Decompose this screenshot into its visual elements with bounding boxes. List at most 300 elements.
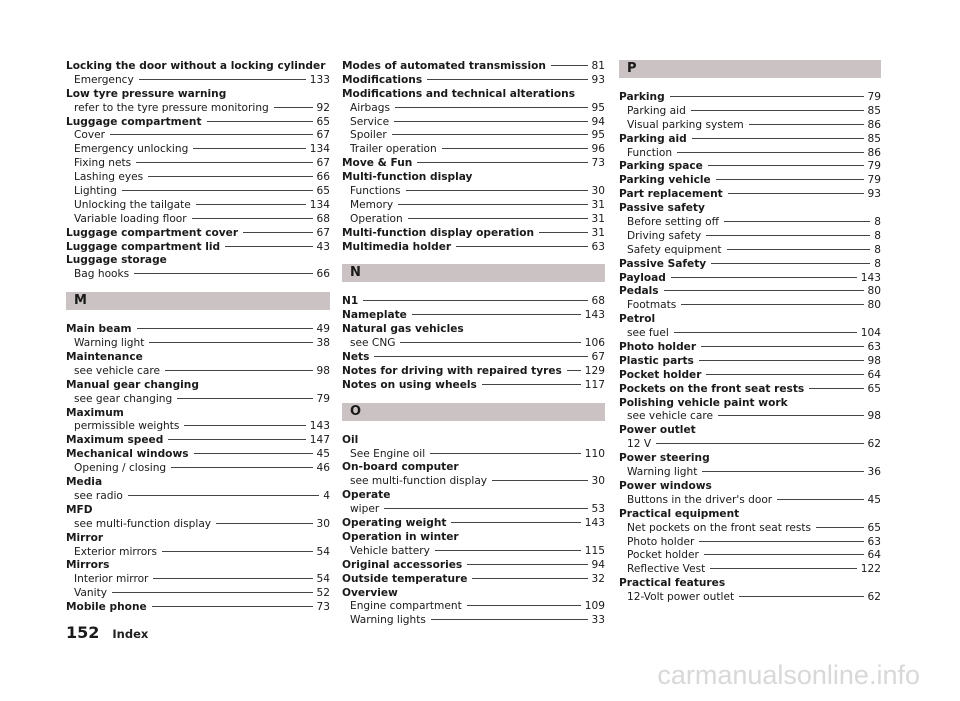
page-reference: 98 xyxy=(867,354,881,367)
entry-title: Parking space xyxy=(619,160,703,173)
subentry-title: Interior mirror xyxy=(74,573,149,586)
page-reference: 104 xyxy=(860,327,881,340)
leader-line xyxy=(671,277,857,278)
leader-line xyxy=(708,165,864,166)
index-entry xyxy=(619,258,881,272)
page-reference: 45 xyxy=(867,493,881,506)
index-entry xyxy=(619,160,881,174)
page-reference: 122 xyxy=(860,563,881,576)
leader-line xyxy=(677,152,863,153)
index-entry xyxy=(342,434,605,448)
leader-line xyxy=(128,495,319,496)
page-reference: 80 xyxy=(867,299,881,312)
index-subentry xyxy=(342,129,605,143)
leader-line xyxy=(539,232,587,233)
index-entry xyxy=(619,508,881,522)
subentry-title: Before setting off xyxy=(627,216,719,229)
leader-line xyxy=(670,96,864,97)
page-reference: 67 xyxy=(591,351,605,364)
entry-title: N1 xyxy=(342,295,359,308)
subentry-title: Operation xyxy=(350,212,403,225)
index-entry xyxy=(619,397,881,411)
entry-title: Modes of automated transmission xyxy=(342,60,546,72)
index-subentry xyxy=(66,393,330,407)
subentry-title: see multi-function display xyxy=(74,517,212,530)
index-entry xyxy=(619,369,881,383)
index-entry xyxy=(342,587,605,601)
page-reference: 63 xyxy=(591,240,605,253)
leader-line xyxy=(122,190,313,191)
page-reference: 65 xyxy=(867,382,881,395)
leader-line xyxy=(406,190,588,191)
entry-title: Pockets on the front seat rests xyxy=(619,382,805,395)
page-reference: 73 xyxy=(316,601,330,614)
leader-line xyxy=(692,138,864,139)
page-reference: 86 xyxy=(867,146,881,159)
subentry-title: Exterior mirrors xyxy=(74,545,158,558)
entry-title: Practical features xyxy=(619,577,726,590)
entry-title: Low tyre pressure warning xyxy=(66,87,227,100)
leader-line xyxy=(148,176,312,177)
page-reference: 134 xyxy=(309,143,330,156)
index-subentry xyxy=(66,420,330,434)
entry-title: Modifications and technical alterations xyxy=(342,87,576,100)
index-subentry xyxy=(342,185,605,199)
entry-title: Pedals xyxy=(619,285,659,298)
index-entry xyxy=(619,341,881,355)
index-subentry xyxy=(66,74,330,88)
entry-title: Notes for driving with repaired tyres xyxy=(342,364,562,377)
page-reference: 54 xyxy=(316,573,330,586)
index-entry xyxy=(66,379,330,393)
subentry-title: 12-Volt power outlet xyxy=(627,591,735,604)
page-reference: 67 xyxy=(316,226,330,239)
page-reference: 95 xyxy=(591,101,605,114)
page-reference: 30 xyxy=(316,517,330,530)
subentry-title: Warning light xyxy=(74,337,145,350)
index-subentry xyxy=(619,438,881,452)
page-reference: 147 xyxy=(309,434,330,447)
leader-line xyxy=(435,550,581,551)
entry-title: Luggage compartment lid xyxy=(66,240,221,253)
page-reference: 31 xyxy=(591,226,605,239)
page-reference: 110 xyxy=(584,447,605,460)
index-entry xyxy=(66,60,330,74)
page-reference: 68 xyxy=(316,212,330,225)
subentry-title: Memory xyxy=(350,198,394,211)
entry-title: Oil xyxy=(342,433,359,446)
subentry-title: see vehicle care xyxy=(627,410,713,423)
subentry-title: Buttons in the driver's door xyxy=(627,493,773,506)
page-reference: 62 xyxy=(867,591,881,604)
entry-title: On-board computer xyxy=(342,461,459,474)
leader-line xyxy=(706,374,863,375)
index-entry xyxy=(342,241,605,255)
entry-title: Maximum xyxy=(66,406,124,419)
index-subentry xyxy=(66,157,330,171)
page-reference: 80 xyxy=(867,285,881,298)
page-reference: 8 xyxy=(874,243,881,256)
page-reference: 30 xyxy=(591,475,605,488)
page-reference: 65 xyxy=(316,115,330,128)
leader-line xyxy=(152,606,313,607)
index-entry xyxy=(619,285,881,299)
entry-title: Pocket holder xyxy=(619,368,702,381)
leader-line xyxy=(417,162,587,163)
leader-line xyxy=(153,578,312,579)
subentry-title: Cover xyxy=(74,129,106,142)
leader-line xyxy=(674,332,857,333)
page-reference: 143 xyxy=(860,271,881,284)
leader-line xyxy=(136,162,312,163)
index-entry xyxy=(619,452,881,466)
subentry-title: see CNG xyxy=(350,337,396,350)
entry-title: Passive Safety xyxy=(619,257,707,270)
leader-line xyxy=(704,554,864,555)
subentry-title: Lashing eyes xyxy=(74,171,144,184)
leader-line xyxy=(400,342,580,343)
subentry-title: see fuel xyxy=(627,327,669,340)
leader-line xyxy=(184,425,305,426)
subentry-title: Emergency xyxy=(74,73,134,86)
leader-line xyxy=(691,110,864,111)
index-subentry xyxy=(66,268,330,282)
leader-line xyxy=(816,527,863,528)
page-reference: 98 xyxy=(867,410,881,423)
page-reference: 96 xyxy=(591,143,605,156)
index-subentry xyxy=(619,549,881,563)
entry-title: Notes on using wheels xyxy=(342,378,477,391)
index-entry xyxy=(66,116,330,130)
leader-line xyxy=(431,619,588,620)
page-reference: 93 xyxy=(867,188,881,201)
subentry-title: see vehicle care xyxy=(74,364,160,377)
page-reference: 63 xyxy=(867,535,881,548)
index-subentry xyxy=(619,244,881,258)
entry-title: Move & Fun xyxy=(342,157,413,170)
page-reference: 79 xyxy=(867,91,881,103)
page-reference: 32 xyxy=(591,572,605,585)
index-entry xyxy=(66,434,330,448)
subentry-title: Fixing nets xyxy=(74,157,132,170)
entry-title: Passive safety xyxy=(619,202,705,215)
index-subentry xyxy=(66,365,330,379)
page-reference: 38 xyxy=(316,337,330,350)
index-entry xyxy=(66,559,330,573)
index-entry xyxy=(66,476,330,490)
page-reference: 143 xyxy=(584,517,605,530)
leader-line xyxy=(384,508,587,509)
page-reference: 117 xyxy=(584,378,605,391)
index-entry xyxy=(342,309,605,323)
entry-title: Operation in winter xyxy=(342,530,459,543)
page-reference: 79 xyxy=(867,174,881,187)
subentry-title: Function xyxy=(627,146,673,159)
index-entry xyxy=(66,504,330,518)
page-reference: 85 xyxy=(867,104,881,117)
subentry-title: Vehicle battery xyxy=(350,544,430,557)
leader-line xyxy=(718,415,864,416)
leader-line xyxy=(395,107,588,108)
page-reference: 109 xyxy=(584,600,605,613)
subentry-title: see gear changing xyxy=(74,392,173,405)
subentry-title: Unlocking the tailgate xyxy=(74,198,191,211)
leader-line xyxy=(809,388,863,389)
page-reference: 66 xyxy=(316,171,330,184)
leader-line xyxy=(137,328,313,329)
page-reference: 73 xyxy=(591,157,605,170)
page-reference: 4 xyxy=(323,489,330,502)
entry-title: Parking aid xyxy=(619,132,687,145)
entry-title: Nameplate xyxy=(342,309,407,322)
leader-line xyxy=(727,249,871,250)
leader-line xyxy=(363,300,587,301)
index-subentry xyxy=(66,462,330,476)
index-subentry xyxy=(619,410,881,424)
index-subentry xyxy=(342,337,605,351)
index-subentry xyxy=(619,522,881,536)
leader-line xyxy=(701,346,863,347)
leader-line xyxy=(456,246,587,247)
index-subentry xyxy=(66,546,330,560)
index-entry xyxy=(66,532,330,546)
index-subentry xyxy=(66,587,330,601)
page-reference: 81 xyxy=(591,60,605,72)
index-entry xyxy=(66,448,330,462)
index-subentry xyxy=(342,545,605,559)
entry-title: Payload xyxy=(619,271,666,284)
index-column-middle xyxy=(342,60,605,628)
leader-line xyxy=(706,235,870,236)
letter-heading: M xyxy=(66,292,330,310)
page-reference: 65 xyxy=(867,521,881,534)
leader-line xyxy=(724,221,870,222)
subentry-title: wiper xyxy=(350,503,380,516)
page-reference: 86 xyxy=(867,118,881,131)
index-subentry xyxy=(342,213,605,227)
index-entry xyxy=(342,74,605,88)
index-entry xyxy=(342,559,605,573)
leader-line xyxy=(177,398,312,399)
leader-line xyxy=(711,263,870,264)
leader-line xyxy=(274,107,313,108)
index-subentry xyxy=(619,466,881,480)
page-reference: 65 xyxy=(316,185,330,198)
page-footer xyxy=(66,623,148,642)
index-subentry xyxy=(342,448,605,462)
index-subentry xyxy=(342,199,605,213)
leader-line xyxy=(398,204,587,205)
subentry-title: Trailer operation xyxy=(350,143,437,156)
index-subentry xyxy=(66,102,330,116)
leader-line xyxy=(467,564,587,565)
leader-line xyxy=(408,218,588,219)
leader-line xyxy=(702,471,863,472)
entry-title: Maximum speed xyxy=(66,434,164,447)
leader-line xyxy=(567,370,581,371)
leader-line xyxy=(656,443,863,444)
leader-line xyxy=(207,121,313,122)
page-reference: 63 xyxy=(867,341,881,354)
leader-line xyxy=(139,79,306,80)
leader-line xyxy=(134,273,312,274)
subentry-title: Warning light xyxy=(627,466,698,479)
entry-title: Nets xyxy=(342,351,370,364)
index-entry xyxy=(342,171,605,185)
index-entry xyxy=(619,424,881,438)
index-subentry xyxy=(66,171,330,185)
index-subentry xyxy=(66,129,330,143)
page-reference: 8 xyxy=(874,229,881,242)
index-entry xyxy=(66,241,330,255)
letter-heading: O xyxy=(342,403,605,421)
page-reference: 45 xyxy=(316,448,330,461)
page-reference: 53 xyxy=(591,503,605,516)
entry-title: Multi-function display operation xyxy=(342,226,535,239)
entry-title: Petrol xyxy=(619,313,656,326)
entry-title: Mirror xyxy=(66,531,104,544)
leader-line xyxy=(427,79,587,80)
leader-line xyxy=(728,193,864,194)
entry-title: Mobile phone xyxy=(66,601,147,614)
entry-title: Practical equipment xyxy=(619,507,740,520)
page-reference: 33 xyxy=(591,614,605,627)
index-subentry xyxy=(619,494,881,508)
subentry-title: Visual parking system xyxy=(627,118,744,131)
page-reference: 85 xyxy=(867,132,881,145)
page-reference: 36 xyxy=(867,466,881,479)
index-subentry xyxy=(66,213,330,227)
entry-title: Operating weight xyxy=(342,517,447,530)
page-reference: 106 xyxy=(584,337,605,350)
page-reference: 30 xyxy=(591,185,605,198)
index-entry xyxy=(342,323,605,337)
index-entry xyxy=(66,254,330,268)
index-entry xyxy=(66,323,330,337)
entry-title: Operate xyxy=(342,489,391,502)
entry-title: Locking the door without a locking cylinder xyxy=(66,60,326,72)
index-subentry xyxy=(619,563,881,577)
index-entry xyxy=(66,601,330,615)
index-subentry xyxy=(619,591,881,605)
index-entry xyxy=(342,379,605,393)
leader-line xyxy=(699,541,863,542)
page-reference: 98 xyxy=(316,364,330,377)
leader-line xyxy=(716,179,864,180)
index-entry xyxy=(342,517,605,531)
subentry-title: Driving safety xyxy=(627,229,702,242)
entry-title: Mirrors xyxy=(66,559,110,572)
entry-title: Maintenance xyxy=(66,351,143,364)
entry-title: Multi-function display xyxy=(342,171,473,184)
subentry-title: Reflective Vest xyxy=(627,563,706,576)
leader-line xyxy=(492,480,587,481)
entry-title: Mechanical windows xyxy=(66,448,189,461)
index-entry xyxy=(619,383,881,397)
index-entry xyxy=(619,313,881,327)
index-entry xyxy=(66,351,330,365)
index-entry xyxy=(342,365,605,379)
subentry-title: See Engine oil xyxy=(350,447,426,460)
page-number: 152 xyxy=(66,623,100,642)
leader-line xyxy=(225,246,312,247)
subentry-title: permissible weights xyxy=(74,420,180,433)
index-subentry xyxy=(66,199,330,213)
page-reference: 79 xyxy=(867,160,881,173)
leader-line xyxy=(110,134,312,135)
subentry-title: Bag hooks xyxy=(74,268,130,281)
subentry-title: Emergency unlocking xyxy=(74,143,189,156)
page-reference: 68 xyxy=(591,295,605,308)
index-subentry xyxy=(619,119,881,133)
index-subentry xyxy=(66,490,330,504)
leader-line xyxy=(243,232,312,233)
subentry-title: Lighting xyxy=(74,185,117,198)
letter-heading: N xyxy=(342,264,605,282)
index-entry xyxy=(342,295,605,309)
leader-line xyxy=(216,523,312,524)
index-entry xyxy=(619,480,881,494)
entry-title: Main beam xyxy=(66,323,132,336)
subentry-title: Engine compartment xyxy=(350,600,462,613)
subentry-title: Variable loading floor xyxy=(74,212,187,225)
page-reference: 43 xyxy=(316,240,330,253)
index-entry xyxy=(342,157,605,171)
index-entry xyxy=(342,489,605,503)
leader-line xyxy=(749,124,864,125)
page-reference: 64 xyxy=(867,549,881,562)
subentry-title: Pocket holder xyxy=(627,549,699,562)
index-subentry xyxy=(342,614,605,628)
entry-title: Luggage compartment cover xyxy=(66,226,239,239)
entry-title: Media xyxy=(66,476,103,489)
page-reference: 95 xyxy=(591,129,605,142)
page-reference: 94 xyxy=(591,115,605,128)
leader-line xyxy=(681,304,863,305)
index-entry xyxy=(342,227,605,241)
page-reference: 49 xyxy=(316,323,330,336)
index-subentry xyxy=(619,147,881,161)
index-subentry xyxy=(66,143,330,157)
page-reference: 92 xyxy=(316,101,330,114)
entry-title: Luggage compartment xyxy=(66,115,202,128)
leader-line xyxy=(394,121,587,122)
watermark: carmanualsonline.info xyxy=(657,660,920,690)
index-subentry xyxy=(619,327,881,341)
index-entry xyxy=(619,91,881,105)
leader-line xyxy=(710,568,856,569)
entry-title: Original accessories xyxy=(342,558,463,571)
subentry-title: Parking aid xyxy=(627,104,686,117)
page-reference: 94 xyxy=(591,558,605,571)
leader-line xyxy=(430,453,581,454)
leader-line xyxy=(193,148,305,149)
page-reference: 134 xyxy=(309,198,330,211)
leader-line xyxy=(374,356,587,357)
index-entry xyxy=(342,461,605,475)
entry-title: Polishing vehicle paint work xyxy=(619,396,788,409)
index-subentry xyxy=(66,573,330,587)
index-subentry xyxy=(342,102,605,116)
subentry-title: Photo holder xyxy=(627,535,695,548)
entry-title: Power outlet xyxy=(619,424,696,437)
leader-line xyxy=(739,596,863,597)
leader-line xyxy=(482,384,581,385)
subentry-title: refer to the tyre pressure monitoring xyxy=(74,101,269,114)
leader-line xyxy=(165,370,313,371)
page-reference: 64 xyxy=(867,368,881,381)
page-reference: 31 xyxy=(591,212,605,225)
